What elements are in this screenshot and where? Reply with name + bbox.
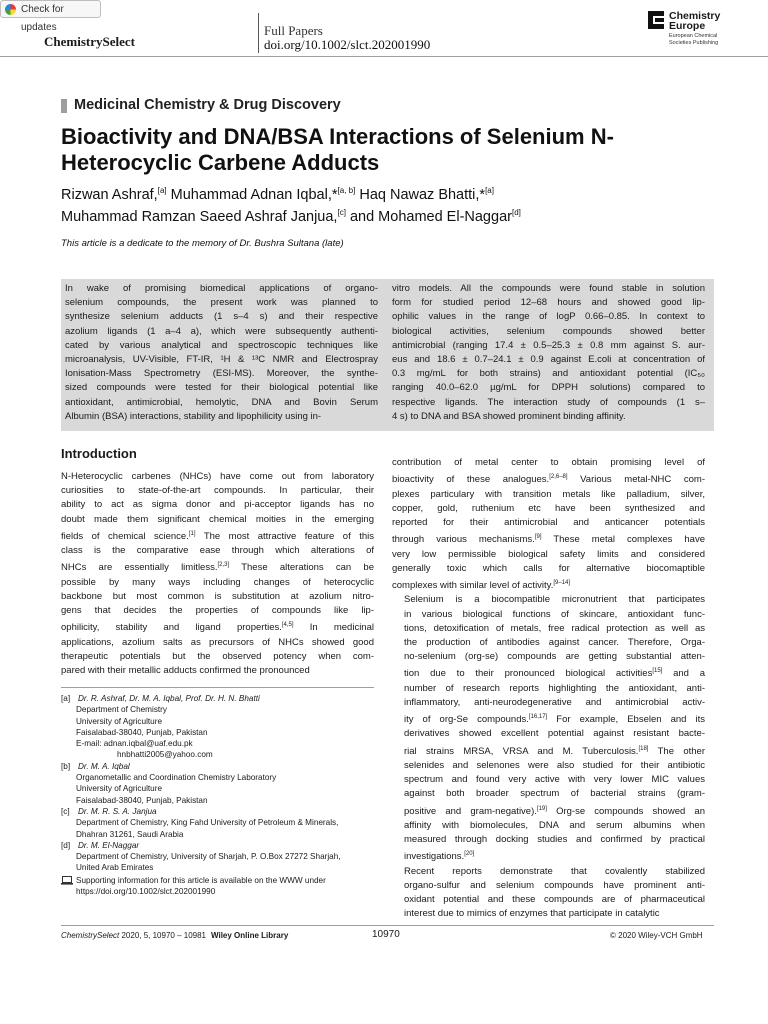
abstract-line: cated by various analytical and spectroscopic techniques like xyxy=(65,339,378,351)
body-paragraph xyxy=(392,865,705,922)
body-line: in various biological functions of skincare, antioxidant func- xyxy=(404,608,705,620)
affiliation-tag: [c] xyxy=(61,806,70,816)
abstract-line: synthesize selenium adducts (1 s–4 s) and their respective xyxy=(65,311,378,323)
body-line: NHCs are essentially limitless.[2,3] These alterations can be xyxy=(61,562,374,574)
affiliation-names: Dr. M. El-Naggar xyxy=(78,840,140,850)
body-line: rial strains MRSA, VRSA and M. Tuberculosis.[18] The other xyxy=(404,745,705,757)
header-rule xyxy=(0,56,768,57)
supporting-info-link[interactable]: https://doi.org/10.1002/slct.202001990 xyxy=(76,887,216,897)
laptop-icon xyxy=(61,876,73,885)
abstract-line: vitro models. All the compounds were found stable in solution xyxy=(392,283,705,294)
body-line: plexes particulary with transition metals like palladium, silver, xyxy=(392,488,705,500)
body-line: interest due to mimics of enzymes that participate in catalytic xyxy=(404,908,660,920)
body-line: doubt made them significant chemical moities in the emerging xyxy=(61,513,374,525)
affiliation xyxy=(61,761,374,806)
body-line: N-Heterocyclic carbenes (NHCs) have come out from laboratory xyxy=(61,471,374,482)
affiliation-line: Department of Chemistry xyxy=(76,705,168,715)
affiliation-names: Dr. M. A. Iqbal xyxy=(78,761,130,771)
affiliation-names: Dr. M. R. S. A. Janjua xyxy=(78,806,157,816)
body-line: generally toxic which calls for alternative biocomaptible xyxy=(392,562,705,574)
reference-marker[interactable]: [16,17] xyxy=(528,714,548,721)
footer-citation: ChemistrySelect 2020, 5, 10970 – 10981 Wiley Online Library xyxy=(61,931,289,940)
body-line: copper, gold, ruthenium etc have been synthesized and xyxy=(392,502,705,514)
reference-marker[interactable]: [18] xyxy=(638,745,649,752)
body-line: therapeutic potentials but the observed potency when com- xyxy=(61,650,374,662)
abstract-line: form for studied period 12–68 hours and showed good lip- xyxy=(392,297,705,309)
body-line: through various mechanisms.[9] These metal complexes have xyxy=(392,534,705,546)
abstract-line: biological activities, selenium compounds showed better xyxy=(392,325,705,337)
affiliations xyxy=(61,693,374,897)
article-title: Bioactivity and DNA/BSA Interactions of Selenium N-Heterocyclic Carbene Adducts xyxy=(61,124,614,175)
affiliation-rule xyxy=(61,687,374,688)
body-line: class is the comparative ease through which alterations of xyxy=(61,545,374,557)
abstract-line: microanalysis, UV-Visible, FT-IR, ¹H & ¹³C NMR and Electrospray xyxy=(65,354,378,366)
body-line: fields of chemical science.[1] The most attractive feature of this xyxy=(61,530,374,542)
reference-marker[interactable]: [4,5] xyxy=(281,622,294,629)
affiliation-line: Faisalabad-38040, Punjab, Pakistan xyxy=(76,795,208,805)
body-line: organo-sulfur and selenium compounds have prominent anti- xyxy=(404,879,705,891)
body-line: no-selenium (org-se) compounds are getting substantial atten- xyxy=(404,651,705,663)
email-address[interactable]: E-mail: adnan.iqbal@uaf.edu.pk xyxy=(76,739,193,749)
body-line: curiosities to state-of-the-art compounds. In particular, their xyxy=(61,485,374,497)
body-line: spectrum and found very active with very lower MIC values xyxy=(404,774,705,786)
body-line: selenides and selenones were also studied for their antibiotic xyxy=(404,760,705,771)
body-line: possible by many ways including changes of heterocyclic xyxy=(61,576,374,588)
affiliation xyxy=(61,806,374,840)
reference-marker[interactable]: [19] xyxy=(536,805,547,812)
logo-text-line2: Europe xyxy=(669,20,706,32)
body-line: very low permissible biological safety limits and considered xyxy=(392,548,705,560)
affiliation-line: Department of Chemistry, University of Sharjah, P. O.Box 27272 Sharjah, xyxy=(76,852,341,862)
logo-subtitle: European Chemical Societies Publishing xyxy=(669,33,719,46)
body-line: tions, detoxification of metals, free radical protection as well as xyxy=(404,622,705,634)
abstract-line: respective ligands. The interaction study of compounds (1 s– xyxy=(392,396,705,408)
header-divider xyxy=(258,13,259,53)
affiliation-line: University of Agriculture xyxy=(76,716,163,726)
body-line: gens that decides the properties of compounds like lip- xyxy=(61,605,374,617)
supporting-info-text: Supporting information for this article is available on the WWW under xyxy=(76,875,326,885)
affiliation-tag: [a] xyxy=(61,694,71,703)
author[interactable]: Haq Nawaz Bhatti,*[a] xyxy=(355,186,494,203)
dedication-note: This article is a dedicate to the memory of Dr. Bushra Sultana (late) xyxy=(61,238,344,249)
affiliation-tag: [d] xyxy=(61,840,71,850)
reference-marker[interactable]: [15] xyxy=(652,668,663,675)
affiliation-line: Department of Chemistry, King Fahd University of Petroleum & Minerals, xyxy=(76,818,339,828)
body-line: backbone but most common is substitution at azolium nitro- xyxy=(61,590,374,602)
affiliation-line: United Arab Emirates xyxy=(76,863,154,873)
reference-marker[interactable]: [1] xyxy=(188,530,196,537)
chemistry-europe-logo xyxy=(648,11,728,55)
abstract-line: azolium ligands (1 a–4 a), which were subsequently authenti- xyxy=(65,325,378,337)
body-line: complexes with similar level of activity.[9–14] xyxy=(392,579,571,592)
body-line: measured through docking studies and confirmed by practical xyxy=(404,834,705,846)
logo-text-line1: Chemistry xyxy=(669,10,721,22)
body-line: derivatives showed excellent potential against resistant bacte- xyxy=(404,728,705,740)
crossmark-icon xyxy=(5,4,16,15)
abstract-line: ranging 40.0–62.0 µg/mL for DPPH solutions) compared to xyxy=(392,382,705,394)
supporting-information-note xyxy=(61,875,374,898)
body-line: ophilicity, stability and ligand properties.[4,5] In medicinal xyxy=(61,622,374,634)
abstract-line: Albumin (BSA) interactions, stability and lipophilicity using in- xyxy=(65,410,322,422)
abstract-line: eus and 18.6 ± 0.7–24.1 ± 0.9 against E.coli at concentration of xyxy=(392,354,705,366)
abstract-line: Ionisation-Mass Spectrometry (ESI-MS). Moreover, the synthe- xyxy=(65,368,378,380)
body-paragraph xyxy=(392,593,705,864)
reference-marker[interactable]: [20] xyxy=(464,851,475,858)
abstract-line: sized compounds were tested for their biological potential like xyxy=(65,382,378,394)
affiliation-line: Organometallic and Coordination Chemistry Laboratory xyxy=(76,773,277,783)
body-line: oxidant potential and these compounds are of pharmaceutical xyxy=(404,894,705,906)
abstract-left-column xyxy=(65,282,378,424)
introduction-paragraph xyxy=(61,470,374,678)
section-label: Medicinal Chemistry & Drug Discovery xyxy=(74,97,341,113)
email-address[interactable]: hnbhatti2005@yahoo.com xyxy=(117,750,213,760)
abstract-line: In wake of promising biomedical applications of organo- xyxy=(65,283,378,294)
body-line: the production of antibodies against cancer. Therefore, Orga- xyxy=(404,636,705,648)
author[interactable]: Rizwan Ashraf,[a] xyxy=(61,186,167,203)
body-line: affinity with biomolecules, DNA and serum albumins when xyxy=(404,819,705,831)
affiliation-line: Dhahran 31261, Saudi Arabia xyxy=(76,829,184,839)
body-line: bioactivity of these analogues.[2,6–8] Various metal-NHC com- xyxy=(392,474,705,486)
page-number: 10970 xyxy=(372,929,400,940)
abstract-line: antioxidant, antimicrobial, hemolytic, DNA and Bovin Serum xyxy=(65,396,378,408)
body-line: ability to act as sigma donor and pi-acceptor ligands has no xyxy=(61,499,374,511)
body-line: Recent reports demonstrate that covalently stabilized xyxy=(404,865,705,877)
check-for-updates-label: Check for updates xyxy=(21,4,64,33)
body-line: inflammatory, anti-neurodegenerative and antimicrobial activ- xyxy=(404,696,705,708)
abstract-line: antimicrobial (ranging 17.4 ± 0.5–25.3 ± 0.8 mm against S. aur- xyxy=(392,339,705,351)
abstract-line: ophilic values in the range of logP 0.66–0.85. In context to xyxy=(392,311,705,323)
reference-marker[interactable]: [9–14] xyxy=(553,579,571,586)
body-line: tion due to their pronounced biological activities[15] and a xyxy=(404,668,705,680)
body-line: positive and gram-negative).[19] Org-se compounds showed an xyxy=(404,805,705,817)
wiley-online-library-link[interactable]: Wiley Online Library xyxy=(211,931,289,940)
right-body-column xyxy=(392,456,705,922)
author[interactable]: Muhammad Adnan Iqbal,*[a, b] xyxy=(166,186,356,203)
body-line: contribution of metal center to obtain promising level of xyxy=(392,457,705,468)
body-line: applications, azolium salts as precursors of NHCs showed good xyxy=(61,636,374,648)
section-marker xyxy=(61,99,67,113)
body-line: number of research reports highlighting the antioxidant, anti- xyxy=(404,682,705,694)
copyright: © 2020 Wiley-VCH GmbH xyxy=(610,931,703,940)
reference-marker[interactable]: [9] xyxy=(534,534,542,541)
journal-name: ChemistrySelect xyxy=(44,34,135,49)
body-line: against both broader spectrum of bacterial strains (gram- xyxy=(404,788,705,800)
body-line: Selenium is a biocompatible micronutrient that participates xyxy=(404,594,705,606)
affiliation-line: Faisalabad-38040, Punjab, Pakistan xyxy=(76,727,208,737)
affiliation-line: University of Agriculture xyxy=(76,784,163,794)
reference-marker[interactable]: [2,3] xyxy=(217,562,230,569)
article-doi-link[interactable]: doi.org/10.1002/slct.202001990 xyxy=(264,37,431,52)
reference-marker[interactable]: [2,6–8] xyxy=(549,474,568,481)
body-line: pared with their metallic adducts confirmed the pronounced xyxy=(61,665,310,677)
body-line: investigations.[20] xyxy=(404,851,475,863)
affiliation-names: Dr. R. Ashraf, Dr. M. A. Iqbal, Prof. Dr. H. N. Bhatti xyxy=(78,694,260,703)
article-category: Full Papers xyxy=(264,23,323,38)
footer-rule xyxy=(61,925,714,926)
chemistry-europe-logo-icon xyxy=(648,11,664,29)
body-line: ity of org-Se compounds.[16,17] For example, Ebselen and its xyxy=(404,714,705,726)
abstract-line: selenium compounds, the present work was planned to xyxy=(65,297,378,309)
abstract-line: 0.3 mg/mL for both strains) and antioxidant potential (IC₅₀ xyxy=(392,368,705,380)
author-list xyxy=(61,182,661,226)
author[interactable]: Muhammad Ramzan Saeed Ashraf Janjua,[c] xyxy=(61,207,346,225)
check-for-updates-badge[interactable] xyxy=(0,0,101,33)
abstract-right-column xyxy=(392,282,705,424)
body-line: reported for their antimicrobial and anticancer potentials xyxy=(392,516,705,528)
affiliation xyxy=(61,840,374,874)
affiliation xyxy=(61,693,374,761)
affiliation-tag: [b] xyxy=(61,761,71,771)
introduction-heading: Introduction xyxy=(61,446,137,461)
author[interactable]: and Mohamed El-Naggar[d] xyxy=(345,207,521,225)
abstract-line: 4 s) to DNA and BSA showed prominent binding affinity. xyxy=(392,410,626,422)
body-paragraph xyxy=(392,456,705,593)
